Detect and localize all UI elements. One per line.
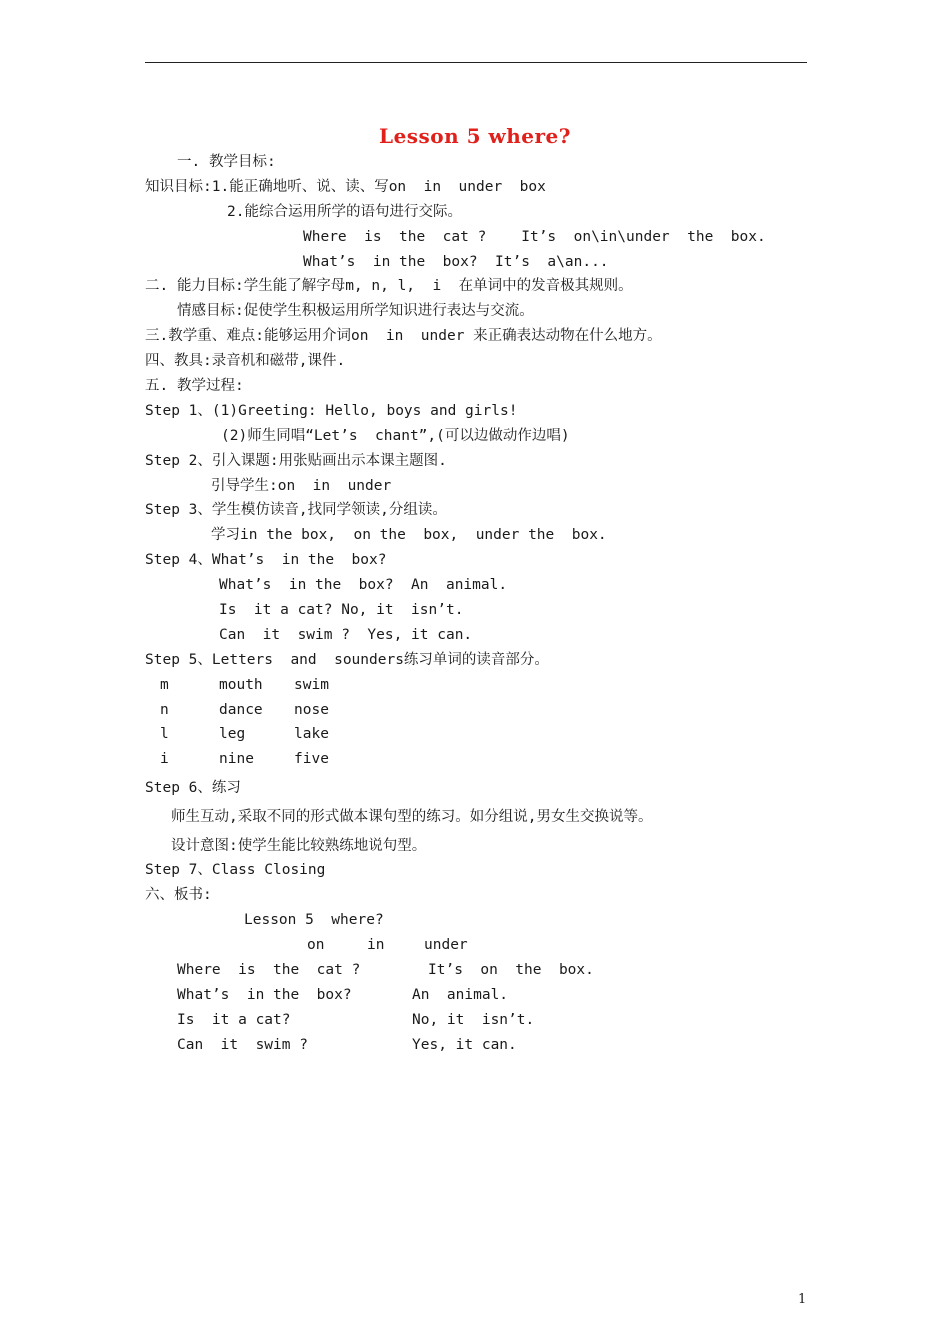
text-line: Step 3、学生模仿读音,找同学领读,分组读。: [145, 502, 447, 518]
board-answer: It’s on the box.: [428, 962, 594, 978]
text-line: 五. 教学过程:: [145, 378, 244, 394]
lesson-title: Lesson 5 where?: [379, 124, 571, 148]
text-line: Can it swim ? Yes, it can.: [219, 627, 473, 643]
word-cell: nose: [294, 702, 329, 718]
text-line: Step 7、Class Closing: [145, 862, 326, 878]
board-question: Is it a cat?: [177, 1012, 291, 1028]
word-cell: nine: [219, 751, 254, 767]
text-line: (2)师生同唱“Let’s chant”,(可以边做动作边唱): [221, 428, 570, 444]
board-question: What’s in the box?: [177, 987, 352, 1003]
text-line: 2.能综合运用所学的语句进行交际。: [227, 204, 462, 220]
word-cell: leg: [219, 726, 246, 742]
text-line: 学习in the box, on the box, under the box.: [211, 527, 607, 543]
header-rule: [145, 62, 807, 63]
board-question: Can it swim ?: [177, 1037, 308, 1053]
word-cell: dance: [219, 702, 263, 718]
letter-cell: m: [160, 677, 169, 693]
text-line: 设计意图:使学生能比较熟练地说句型。: [171, 838, 427, 854]
text-line: Step 4、What’s in the box?: [145, 552, 387, 568]
board-answer: No, it isn’t.: [412, 1012, 535, 1028]
board-word: in: [367, 937, 385, 953]
text-line: 引导学生:on in under: [211, 478, 392, 494]
text-line: 三.教学重、难点:能够运用介词on in under 来正确表达动物在什么地方。: [145, 328, 662, 344]
text-line: 师生互动,采取不同的形式做本课句型的练习。如分组说,男女生交换说等。: [171, 809, 653, 825]
board-question: Where is the cat ?: [177, 962, 361, 978]
board-answer: Yes, it can.: [412, 1037, 517, 1053]
text-line: Step 5、Letters and sounders练习单词的读音部分。: [145, 652, 549, 668]
board-word: on: [307, 937, 325, 953]
text-line: 情感目标:促使学生积极运用所学知识进行表达与交流。: [177, 303, 534, 319]
text-line: 六、板书:: [145, 887, 212, 903]
letter-cell: i: [160, 751, 169, 767]
word-cell: mouth: [219, 677, 263, 693]
text-line: What’s in the box? An animal.: [219, 577, 508, 593]
text-line: 一. 教学目标:: [177, 154, 276, 170]
text-line: Step 2、引入课题:用张贴画出示本课主题图.: [145, 453, 447, 469]
letter-cell: n: [160, 702, 169, 718]
word-cell: five: [294, 751, 329, 767]
text-line: Where is the cat ? It’s on\in\under the box.: [303, 229, 766, 245]
board-answer: An animal.: [412, 987, 509, 1003]
text-line: 知识目标:1.能正确地听、说、读、写on in under box: [145, 179, 546, 195]
word-cell: swim: [294, 677, 329, 693]
board-title: Lesson 5 where?: [244, 912, 384, 928]
text-line: Step 1、(1)Greeting: Hello, boys and girls!: [145, 403, 518, 419]
text-line: Step 6、练习: [145, 780, 241, 796]
page-number: 1: [798, 1292, 807, 1307]
text-line: 二. 能力目标:学生能了解字母m, n, l, i 在单词中的发音极其规则。: [145, 278, 633, 294]
text-line: What’s in the box? It’s a\an...: [303, 254, 609, 270]
text-line: 四、教具:录音机和磁带,课件.: [145, 353, 346, 369]
board-word: under: [424, 937, 468, 953]
letter-cell: l: [160, 726, 169, 742]
text-line: Is it a cat? No, it isn’t.: [219, 602, 464, 618]
word-cell: lake: [294, 726, 329, 742]
